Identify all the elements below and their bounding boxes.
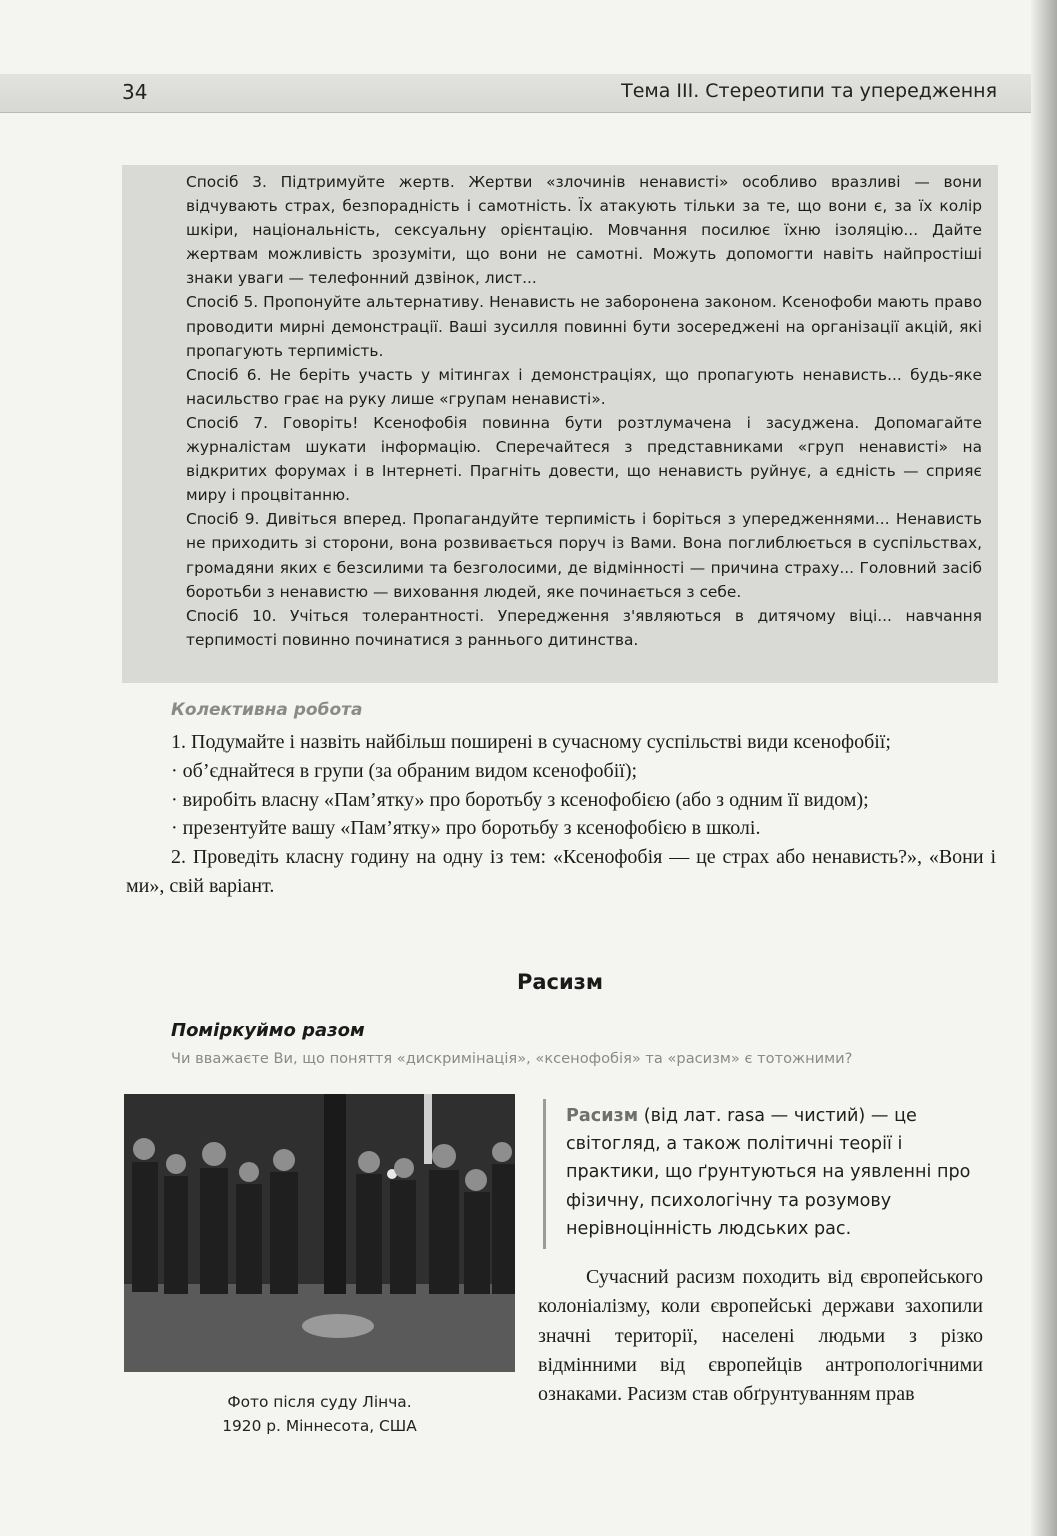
collective-work-tasks — [126, 728, 996, 901]
running-title: Тема ІІІ. Стереотипи та упередження — [621, 80, 997, 102]
task-item: · презентуйте вашу «Пам’ятку» про боротьбу з ксенофобією в школі. — [171, 817, 761, 840]
body-paragraph: Сучасний расизм походить від європейського колоніалізму, коли європейські держави захопили значні території, населені людьми з різко відмінними від європейців антропологічними ознаками. Расизм став обґрунтуванням прав — [538, 1266, 983, 1406]
caption-line: Фото після суду Лінча. — [227, 1393, 412, 1411]
collective-work-heading: Колективна робота — [171, 700, 363, 720]
quote-paragraph: Спосіб 7. Говоріть! Ксенофобія повинна бути розтлумачена і засуджена. Допомагайте журналістам шукати інформацію. Сперечайтеся з представниками «груп ненависті» на відкритих форумах і в Інтернеті. Прагніть довести, що ненависть руйнує, а єдність — сприяє миру і процвітанню. — [186, 413, 982, 505]
body-text — [538, 1263, 983, 1409]
quote-paragraph: Спосіб 10. Учіться толерантності. Упередження з'являються в дитячому віці... навчання терпимості повинно починатися з раннього дитинства. — [186, 606, 982, 649]
page-edge-shadow — [1031, 0, 1057, 1536]
definition-text: (від лат. rasa — чистий) — це світогляд, а також політичні теорії і практики, що ґрунтуються на уявленні про фізичну, психологічну та розумову нерівноцінність людських рас. — [566, 1106, 971, 1239]
task-item: · виробіть власну «Пам’ятку» про боротьбу з ксенофобією (або з одним її видом); — [171, 788, 869, 811]
quote-text — [186, 170, 982, 652]
task-item: 1. Подумайте і назвіть найбільш поширені в сучасному суспільстві види ксенофобії; — [171, 731, 891, 753]
section-title: Расизм — [516, 970, 604, 994]
photo-caption — [124, 1390, 515, 1438]
definition-block — [566, 1102, 986, 1243]
page-number: 34 — [122, 80, 148, 104]
task-item: · об’єднайтеся в групи (за обраним видом ксенофобії); — [171, 759, 638, 782]
quote-paragraph: Спосіб 9. Дивіться вперед. Пропагандуйте терпимість і боріться з упередженнями... Ненависть не приходить зі сторони, вона розвивається поруч із Вами. Вона поглиблюється в суспільствах, громадяни яких є безсилими та безголосими, де відмінності — причина страху... Головний засіб боротьби з ненавистю — виховання людей, яке починається з себе. — [186, 510, 982, 601]
running-header — [0, 74, 1031, 113]
definition-term: Расизм — [566, 1106, 639, 1126]
quote-paragraph: Спосіб 3. Підтримуйте жертв. Жертви «злочинів ненависті» особливо вразливі — вони відчувають страх, безпорадність і самотність. Їх атакують тільки за те, що вони є, за їх колір шкіри, національність, сексуальну орієнтацію. Мовчання посилює їхню ізоляцію... Дайте жертвам можливість зрозуміти, що вони не самотні. Можуть допомогти навіть найпростіші знаки уваги — телефонний дзвінок, лист... — [186, 173, 982, 288]
historical-photo — [124, 1094, 515, 1372]
quote-paragraph: Спосіб 6. Не беріть участь у мітингах і демонстраціях, що пропагують ненависть... будь-яке насильство грає на руку лише «групам ненависті». — [186, 365, 982, 408]
caption-line: 1920 р. Міннесота, США — [222, 1417, 417, 1435]
think-question: Чи вважаєте Ви, що поняття «дискримінація», «ксенофобія» та «расизм» є тотожними? — [171, 1050, 853, 1067]
think-heading: Поміркуймо разом — [171, 1020, 365, 1041]
task-item: 2. Проведіть класну годину на одну із тем: «Ксенофобія — це страх або ненависть?», «Вони і ми», свій варіант. — [126, 846, 996, 897]
quote-paragraph: Спосіб 5. Пропонуйте альтернативу. Ненависть не заборонена законом. Ксенофоби мають право проводити мирні демонстрації. Ваші зусилля повинні бути зосереджені на організації акцій, які пропагують терпимість. — [186, 293, 982, 360]
crowd-photo-illustration — [124, 1094, 515, 1372]
